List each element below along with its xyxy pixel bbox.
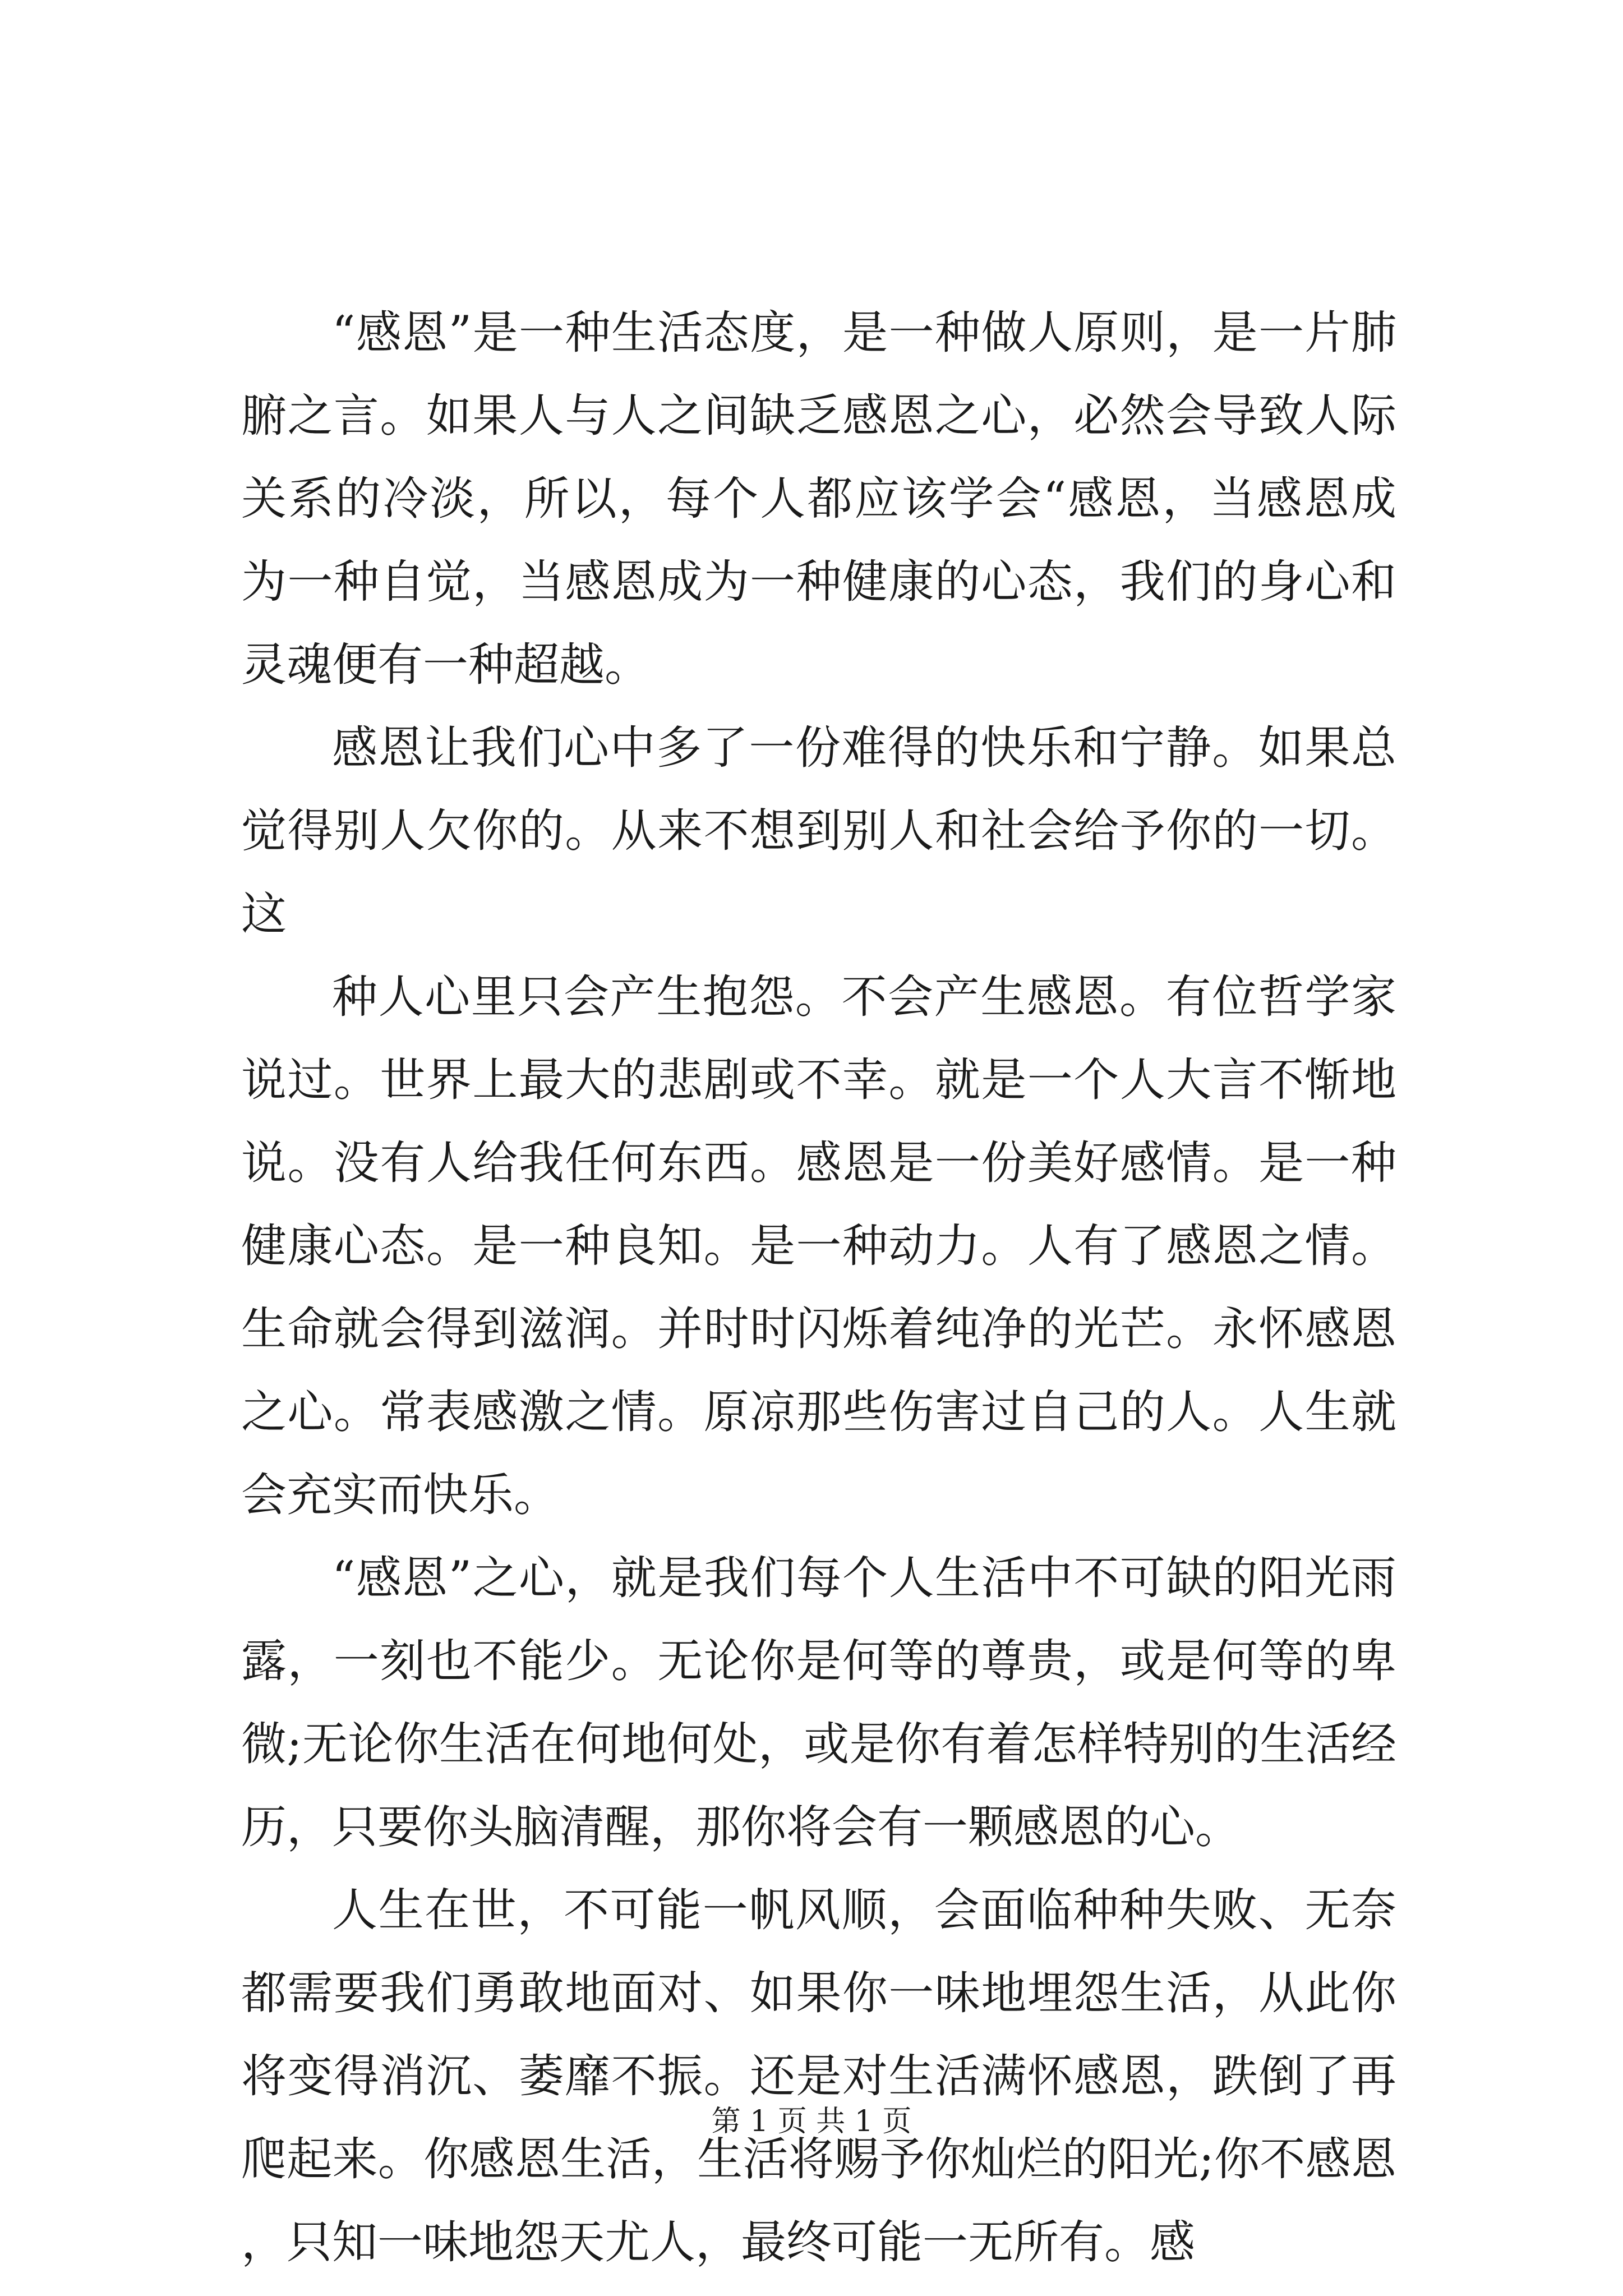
paragraph-1: “感恩”是一种生活态度，是一种做人原则，是一片肺腑之言。如果人与人之间缺乏感恩之心，必然会导致人际关系的冷淡，所以，每个人都应该学会“感恩，当感恩成为一种自觉，当感恩成为一种健康的心态，我们的身心和灵魂便有一种超越。: [241, 307, 1396, 692]
paragraph-4: “感恩”之心，就是我们每个人生活中不可缺的阳光雨露，一刻也不能少。无论你是何等的尊贵，或是何等的卑微;无论你生活在何地何处，或是你有着怎样特别的生活经历，只要你头脑清醒，那你将会有一颗感恩的心。: [241, 1552, 1396, 1854]
paragraph-2: 感恩让我们心中多了一份难得的快乐和宁静。如果总觉得别人欠你的。从来不想到别人和社会给予你的一切。这: [241, 722, 1396, 941]
paragraph-3: 种人心里只会产生抱怨。不会产生感恩。有位哲学家说过。世界上最大的悲剧或不幸。就是一个人大言不惭地说。没有人给我任何东西。感恩是一份美好感情。是一种健康心态。是一种良知。是一种动力。人有了感恩之情。生命就会得到滋润。并时时闪烁着纯净的光芒。永怀感恩之心。常表感激之情。原凉那些伤害过自己的人。人生就会充实而快乐。: [241, 971, 1396, 1522]
document-body: [241, 292, 1396, 2284]
paragraph-5: 人生在世，不可能一帆风顺，会面临种种失败、无奈都需要我们勇敢地面对、如果你一味地埋怨生活，从此你将变得消沉、萎靡不振。还是对生活满怀感恩，跌倒了再爬起来。你感恩生活，生活将赐予你灿烂的阳光;你不感恩，只知一味地怨天尤人，最终可能一无所有。感: [241, 1884, 1396, 2269]
page-footer: 第 1 页 共 1 页: [711, 2105, 912, 2138]
